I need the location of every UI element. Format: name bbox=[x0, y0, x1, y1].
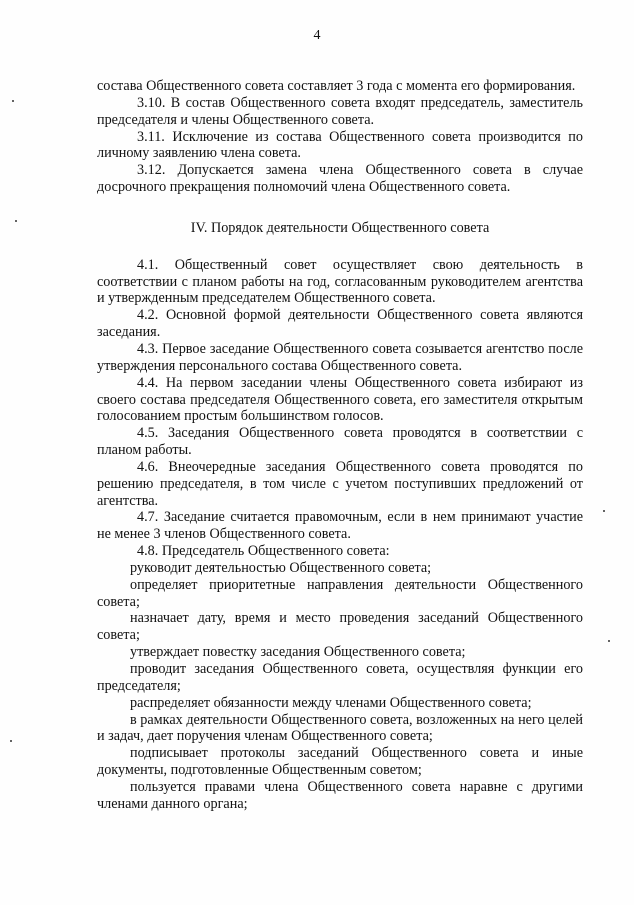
scan-speck bbox=[608, 640, 610, 642]
section-heading: IV. Порядок деятельности Общественного совета bbox=[190, 219, 490, 236]
chair-duty-item: утверждает повестку заседания Общественного совета; bbox=[130, 644, 466, 661]
scan-speck bbox=[10, 740, 12, 742]
paragraph-continuation: состава Общественного совета составляет 3 года с момента его формирования. bbox=[97, 78, 576, 94]
chair-duty-item: руководит деятельностью Общественного совета; bbox=[130, 559, 432, 576]
paragraph-3-12: 3.12. Допускается замена члена Общественного совета в случае досрочного прекращения полномочий члена Общественного совета. bbox=[97, 162, 583, 196]
chair-duty-item: определяет приоритетные направления деятельности Общественного совета; bbox=[97, 576, 583, 610]
paragraph-4-8: 4.8. Председатель Общественного совета: bbox=[137, 543, 390, 560]
paragraph-3-11: 3.11. Исключение из состава Общественного совета производится по личному заявлению члена совета. bbox=[97, 128, 583, 162]
scan-speck bbox=[12, 100, 14, 102]
paragraph-3-10: 3.10. В состав Общественного совета входят председатель, заместитель председателя и члены Общественного совета. bbox=[97, 94, 583, 128]
document-body bbox=[97, 78, 583, 813]
paragraph-4-6: 4.6. Внеочередные заседания Общественного совета проводятся по решению председателя, в том числе с учетом поступивших предложений от агентства. bbox=[97, 458, 583, 509]
chair-duty-item: распределяет обязанности между членами Общественного совета; bbox=[130, 694, 532, 711]
paragraph-4-5: 4.5. Заседания Общественного совета проводятся в соответствии с планом работы. bbox=[97, 425, 583, 459]
scan-speck bbox=[15, 220, 17, 222]
paragraph-4-1: 4.1. Общественный совет осуществляет свою деятельность в соответствии с планом работы на год, согласованным руководителем агентства и утвержденным председателем Общественного совета. bbox=[97, 256, 583, 307]
paragraph-4-2: 4.2. Основной формой деятельности Общественного совета являются заседания. bbox=[97, 307, 583, 341]
chair-duty-item: проводит заседания Общественного совета, осуществляя функции его председателя; bbox=[97, 661, 583, 694]
chair-duty-item: пользуется правами члена Общественного совета наравне с другими членами данного органа; bbox=[97, 778, 583, 812]
chair-duty-item: подписывает протоколы заседаний Общественного совета и иные документы, подготовленные Общественным советом; bbox=[97, 745, 583, 779]
scan-speck bbox=[603, 510, 605, 512]
paragraph-4-4: 4.4. На первом заседании члены Общественного совета избирают из своего состава председателя Общественного совета, его заместителя открытым голосованием простым большинством голосов. bbox=[97, 374, 583, 425]
paragraph-4-3: 4.3. Первое заседание Общественного совета созывается агентство после утверждения персонального состава Общественного совета. bbox=[97, 340, 583, 374]
chair-duty-item: в рамках деятельности Общественного совета, возложенных на него целей и задач, дает поручения членам Общественного совета; bbox=[97, 711, 583, 745]
page-number: 4 bbox=[313, 28, 321, 43]
chair-duty-item: назначает дату, время и место проведения заседаний Общественного совета; bbox=[97, 610, 583, 644]
paragraph-4-7: 4.7. Заседание считается правомочным, если в нем принимают участие не менее 3 членов Общественного совета. bbox=[97, 509, 583, 543]
